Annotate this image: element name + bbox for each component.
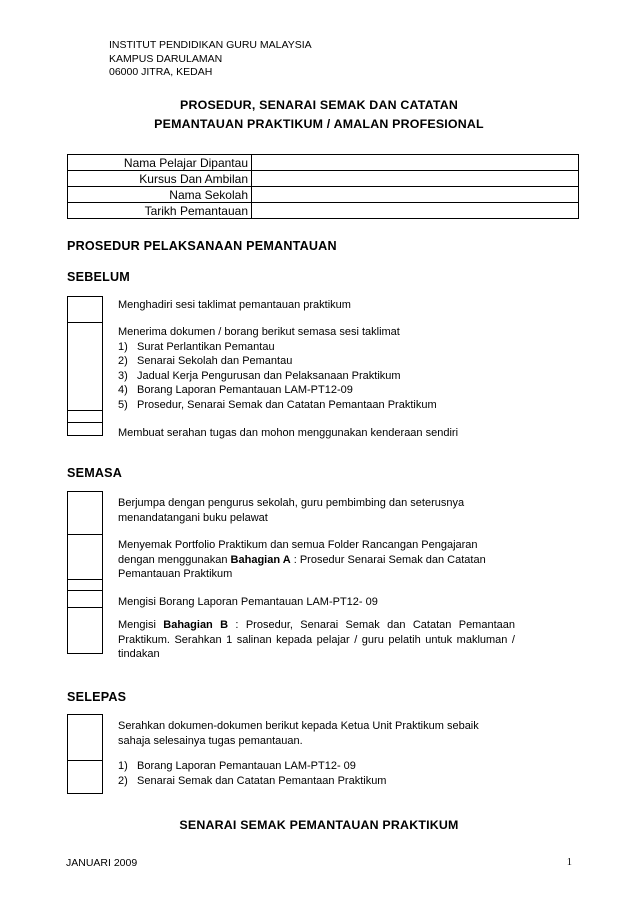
campus-address: 06000 JITRA, KEDAH <box>109 66 213 79</box>
monitoring-date-label: Tarikh Pemantauan <box>68 203 252 219</box>
list-item: 5) Prosedur, Senarai Semak dan Catatan Pemantaan Praktikum <box>118 398 437 411</box>
selepas-heading: SELEPAS <box>67 690 127 704</box>
procedure-heading: PROSEDUR PELAKSANAAN PEMANTAUAN <box>67 239 337 253</box>
document-title-line-1: PROSEDUR, SENARAI SEMAK DAN CATATAN <box>180 98 458 112</box>
table-row <box>68 203 579 219</box>
campus-name: KAMPUS DARULAMAN <box>109 52 223 65</box>
checkbox-semasa-1[interactable] <box>68 492 102 535</box>
list-item: 4) Borang Laporan Pemantauan LAM-PT12-09 <box>118 384 353 397</box>
checkbox-sebelum-3[interactable] <box>68 423 102 436</box>
institution-header <box>109 39 312 80</box>
semasa-heading: SEMASA <box>67 466 123 480</box>
checkbox-sebelum-2[interactable] <box>68 323 102 411</box>
checkbox-semasa-2[interactable] <box>68 535 102 580</box>
semasa-item-4: Mengisi Bahagian B : Prosedur, Senarai Semak dan Catatan Pemantaan Praktikum. Serahkan 1 salinan kepada pelajar / guru pelatih untuk makluman / tindakan <box>118 619 515 661</box>
sebelum-item-2 <box>118 325 437 413</box>
list-item: 1) Surat Perlantikan Pemantau <box>118 340 275 353</box>
checkbox-sebelum-1[interactable] <box>68 297 102 323</box>
list-item: 1) Borang Laporan Pemantauan LAM-PT12- 09 <box>118 760 356 772</box>
course-label: Kursus Dan Ambilan <box>68 171 252 187</box>
table-row <box>68 187 579 203</box>
list-item: 3) Jadual Kerja Pengurusan dan Pelaksanaan Praktikum <box>118 369 401 382</box>
semasa-item-1: Berjumpa dengan pengurus sekolah, guru pembimbing dan seterusnya menandatangani buku pelawat <box>118 497 465 524</box>
document-title-line-2: PEMANTAUAN PRAKTIKUM / AMALAN PROFESIONAL <box>154 117 484 131</box>
checkbox-semasa-spacer <box>68 580 102 591</box>
checklist-heading: SENARAI SEMAK PEMANTAUAN PRAKTIKUM <box>179 818 459 832</box>
student-name-label: Nama Pelajar Dipantau <box>68 155 252 171</box>
page-number: 1 <box>566 857 572 868</box>
semasa-item-3: Mengisi Borang Laporan Pemantauan LAM-PT12- 09 <box>118 596 378 608</box>
selepas-checkbox-column <box>67 714 103 794</box>
checkbox-selepas-1[interactable] <box>68 715 102 761</box>
checkbox-semasa-4[interactable] <box>68 608 102 654</box>
table-row <box>68 171 579 187</box>
checkbox-semasa-3[interactable] <box>68 591 102 608</box>
monitoring-date-field[interactable] <box>252 203 579 219</box>
student-info-table <box>67 154 579 219</box>
table-row <box>68 155 579 171</box>
sebelum-checkbox-column <box>67 296 103 436</box>
semasa-checkbox-column <box>67 491 103 654</box>
list-item: 2) Senarai Semak dan Catatan Pemantaan Praktikum <box>118 774 387 787</box>
school-name-label: Nama Sekolah <box>68 187 252 203</box>
school-name-field[interactable] <box>252 187 579 203</box>
student-name-field[interactable] <box>252 155 579 171</box>
sebelum-heading: SEBELUM <box>67 270 130 284</box>
course-field[interactable] <box>252 171 579 187</box>
institution-name: INSTITUT PENDIDIKAN GURU MALAYSIA <box>109 39 312 51</box>
checkbox-sebelum-spacer <box>68 411 102 423</box>
sebelum-item-1: Menghadiri sesi taklimat pemantauan praktikum <box>118 299 351 311</box>
selepas-item-1: Serahkan dokumen-dokumen berikut kepada Ketua Unit Praktikum sebaik sahaja selesainya tugas pemantauan. <box>118 720 479 747</box>
checkbox-selepas-2[interactable] <box>68 761 102 794</box>
semasa-item-2: Menyemak Portfolio Praktikum dan semua Folder Rancangan Pengajaran dengan menggunakan Bahagian A : Prosedur Senarai Semak dan Catatan Pemantauan Praktikum <box>118 539 486 581</box>
list-item: 2) Senarai Sekolah dan Pemantau <box>118 355 293 368</box>
sebelum-item-3: Membuat serahan tugas dan mohon menggunakan kenderaan sendiri <box>118 427 459 439</box>
sebelum-item-2-intro: Menerima dokumen / borang berikut semasa sesi taklimat <box>118 326 400 338</box>
selepas-item-2 <box>118 759 386 788</box>
footer-date: JANUARI 2009 <box>66 857 138 869</box>
